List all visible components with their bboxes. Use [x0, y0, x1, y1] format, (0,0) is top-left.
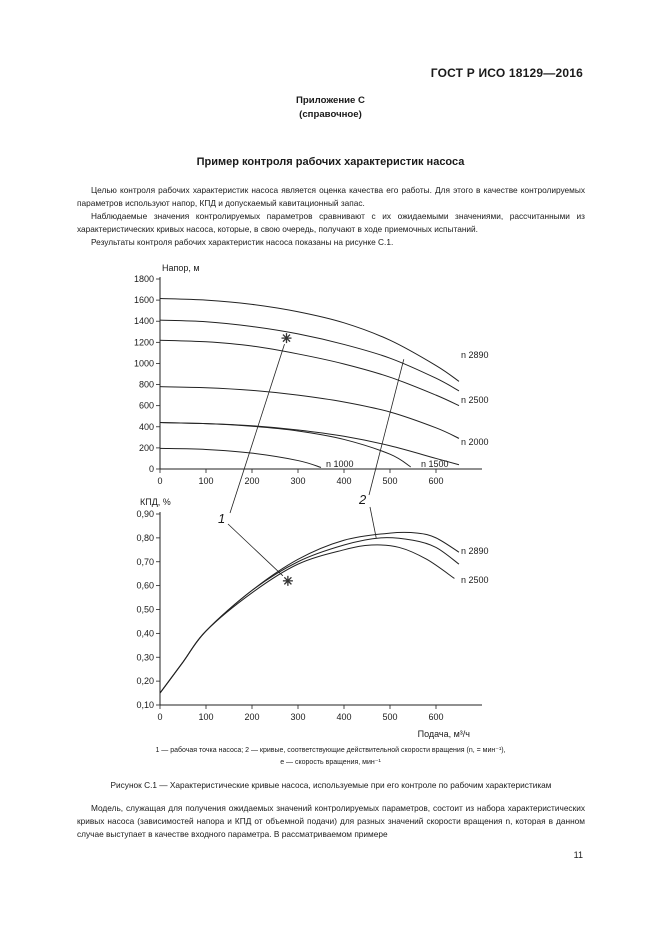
head-chart — [134, 263, 489, 486]
y-tick-label: 600 — [138, 400, 154, 411]
series-line-1 — [160, 299, 459, 382]
y-tick-label: 0,90 — [136, 509, 154, 519]
marker-2-label: 2 — [359, 492, 367, 507]
series-label: n 1500 — [421, 459, 449, 469]
series-line-2 — [160, 538, 459, 693]
x-tick-label: 0 — [157, 476, 163, 486]
operating-point-symbol: * — [286, 338, 287, 340]
series-label: n 1000 — [326, 459, 354, 469]
x-tick-label: 200 — [244, 476, 260, 486]
y-tick-label: 0,10 — [136, 700, 154, 710]
y-tick-label: 0,70 — [136, 556, 154, 567]
series-line-6 — [160, 423, 411, 467]
leader-2-top — [369, 359, 404, 495]
legend-line-2: е — скорость вращения, мин⁻¹ — [280, 759, 381, 766]
x-tick-label: 500 — [382, 712, 398, 722]
x-tick-label: 300 — [290, 476, 306, 486]
leader-lines — [228, 344, 404, 576]
x-tick-label: 400 — [336, 712, 352, 722]
paragraph-2: Наблюдаемые значения контролируемых параметров сравнивают с их ожидаемыми значениями, рассчитанными из характеристических кривых насоса, которые, в свою очередь, получают в ходе приемочных испытаний. — [77, 211, 585, 234]
efficiency-chart — [136, 497, 488, 739]
paragraph-1: Целью контроля рабочих характеристик насоса является оценка качества его работы. Для этого в качестве контролируемых параметров используют напор, КПД и допускаемый кавитационный запас. — [77, 185, 585, 208]
x-tick-label: 500 — [382, 476, 398, 486]
y-tick-label: 0,60 — [136, 580, 154, 591]
y-axis-label: Напор, м — [162, 263, 200, 273]
series-line-2 — [160, 320, 459, 391]
marker-1-label: 1 — [218, 511, 226, 526]
y-tick-label: 1200 — [133, 337, 154, 348]
paragraph-4: Модель, служащая для получения ожидаемых значений контролируемых параметров, состоит из набора характеристических кривых насоса (зависимостей напора и КПД от объемной подачи) для разных значений скорости вращения n, которая в данном случае выступает в качестве входного параметра. В рассматриваемом примере — [77, 803, 585, 839]
figure-legend — [0, 745, 661, 769]
y-tick-label: 800 — [138, 379, 154, 390]
section-title: Пример контроля рабочих характеристик насоса — [196, 156, 465, 168]
y-tick-label: 0,20 — [136, 676, 154, 687]
series-line-3 — [160, 545, 454, 693]
y-tick-label: 1600 — [133, 295, 154, 306]
standard-number: ГОСТ Р ИСО 18129—2016 — [430, 66, 583, 80]
y-tick-label: 200 — [138, 442, 154, 453]
x-tick-label: 200 — [244, 712, 260, 722]
y-tick-label: 0,50 — [136, 604, 154, 615]
x-tick-label: 600 — [428, 712, 444, 722]
annex-note: (справочное) — [299, 109, 362, 120]
series-line-3 — [160, 340, 459, 405]
series-line-4 — [160, 387, 459, 439]
y-axis-label: КПД, % — [140, 497, 171, 507]
x-tick-label: 300 — [290, 712, 306, 722]
y-tick-label: 0,80 — [136, 532, 154, 543]
series-label: n 2500 — [461, 575, 489, 585]
series-label: n 2000 — [461, 437, 489, 447]
x-tick-label: 0 — [157, 712, 163, 722]
lower-text — [77, 802, 585, 841]
y-tick-label: 1800 — [133, 274, 154, 284]
x-tick-label: 600 — [428, 476, 444, 486]
annex-title: Приложение С — [296, 95, 365, 106]
y-tick-label: 400 — [138, 421, 154, 432]
leader-2-bottom — [370, 507, 376, 538]
operating-point-symbol: * — [287, 580, 289, 582]
page-number: 11 — [573, 850, 583, 860]
figure-caption: Рисунок С.1 — Характеристические кривые насоса, используемые при его контроле по рабочим характеристикам — [110, 780, 552, 790]
y-tick-label: 1000 — [133, 358, 154, 369]
y-tick-label: 0,40 — [136, 628, 154, 639]
x-tick-label: 100 — [198, 712, 214, 722]
leader-1-bottom — [228, 524, 283, 576]
series-label: n 2890 — [461, 350, 489, 360]
paragraph-3: Результаты контроля рабочих характеристик насоса показаны на рисунке С.1. — [91, 237, 394, 247]
y-tick-label: 0 — [148, 464, 154, 474]
series-label: n 2890 — [461, 546, 489, 556]
series-line-5 — [160, 423, 459, 465]
x-tick-label: 100 — [198, 476, 214, 486]
legend-line-1: 1 — рабочая точка насоса; 2 — кривые, соответствующие действительной скорости вращения (n, = мин⁻¹), — [155, 747, 506, 754]
series-line-7 — [160, 448, 321, 467]
y-tick-label: 0,30 — [136, 652, 154, 663]
y-tick-label: 1400 — [133, 316, 154, 327]
series-label: n 2500 — [461, 395, 489, 405]
x-tick-label: 400 — [336, 476, 352, 486]
x-axis-label: Подача, м³/ч — [417, 729, 470, 739]
